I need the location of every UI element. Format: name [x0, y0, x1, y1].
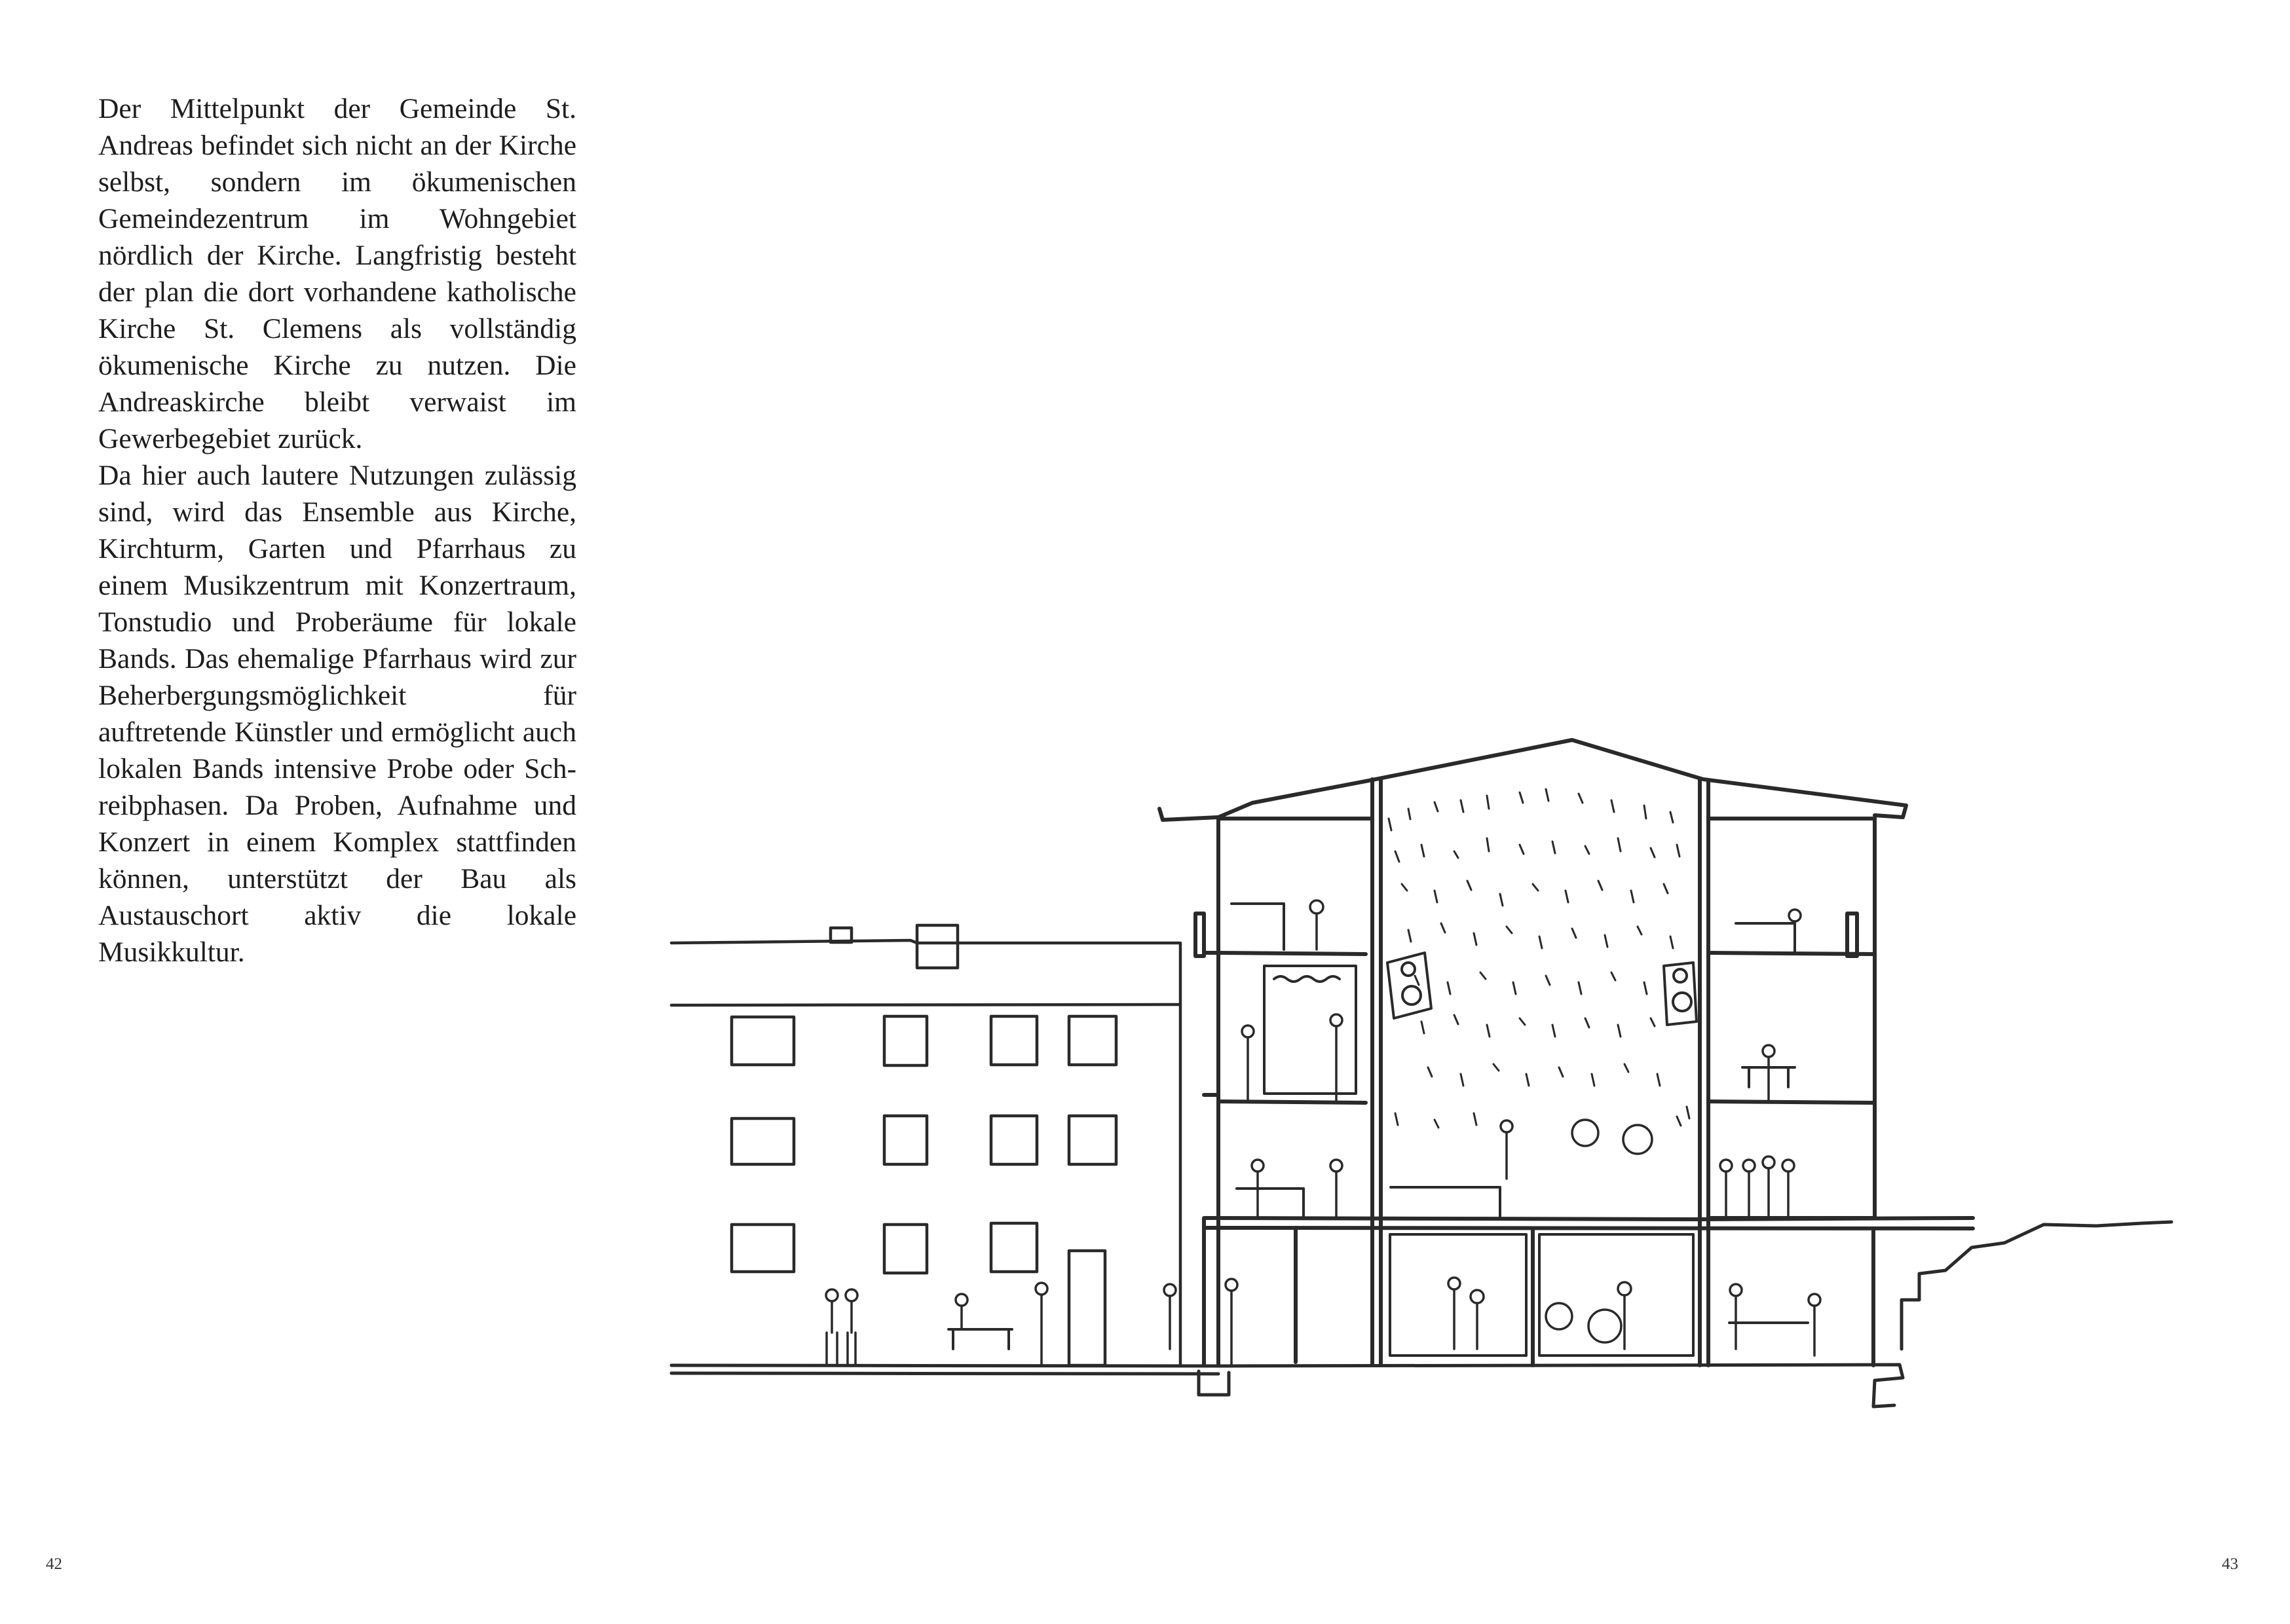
ground-line — [671, 1222, 2171, 1407]
paragraph-1: Der Mittelpunkt der Gemeinde St. Andreas befindet sich nicht an der Kirche selbst, sondern im ökumenischen Gemeindezentrum im Wohngebiet nördlich der Kirche. Langfristig besteht der plan die dort vorhandene katholische Kirche St. Clemens als vollständig ökumenische Kirche zu nutzen. Die Andreaskirche bleibt verwaist im Gewerbegebiet zurück. — [98, 93, 576, 454]
people-figures — [826, 900, 1820, 1365]
page-number-right: 43 — [2222, 1555, 2238, 1573]
paragraph-2: Da hier auch lautere Nutzungen zulässig sind, wird das Ensemble aus Kirche, Kirchturm, Garten und Pfarrhaus zu einem Musikzentrum mit Konzertraum, Tonstudio und Proberäume für lokale Bands. Das ehemalige Pfarrhaus wird zur Beherbergungsmöglichkeit für auftretende Künstler und ermöglicht auch lokalen Bands intensive Probe oder Schreibphasen. Da Proben, Aufnahme und Konzert in einem Komplex stattfinden können, unterstützt der Bau als Austauschort aktiv die lokale Musikkultur. — [98, 460, 576, 968]
speakers — [1387, 953, 1697, 1025]
concert-hall-crowd-hatching — [1389, 789, 1689, 1128]
main-building-section — [1159, 740, 1973, 1365]
page-number-left: 42 — [46, 1555, 62, 1573]
neighbour-building — [671, 925, 1180, 1365]
interior-furniture — [948, 904, 1808, 1356]
